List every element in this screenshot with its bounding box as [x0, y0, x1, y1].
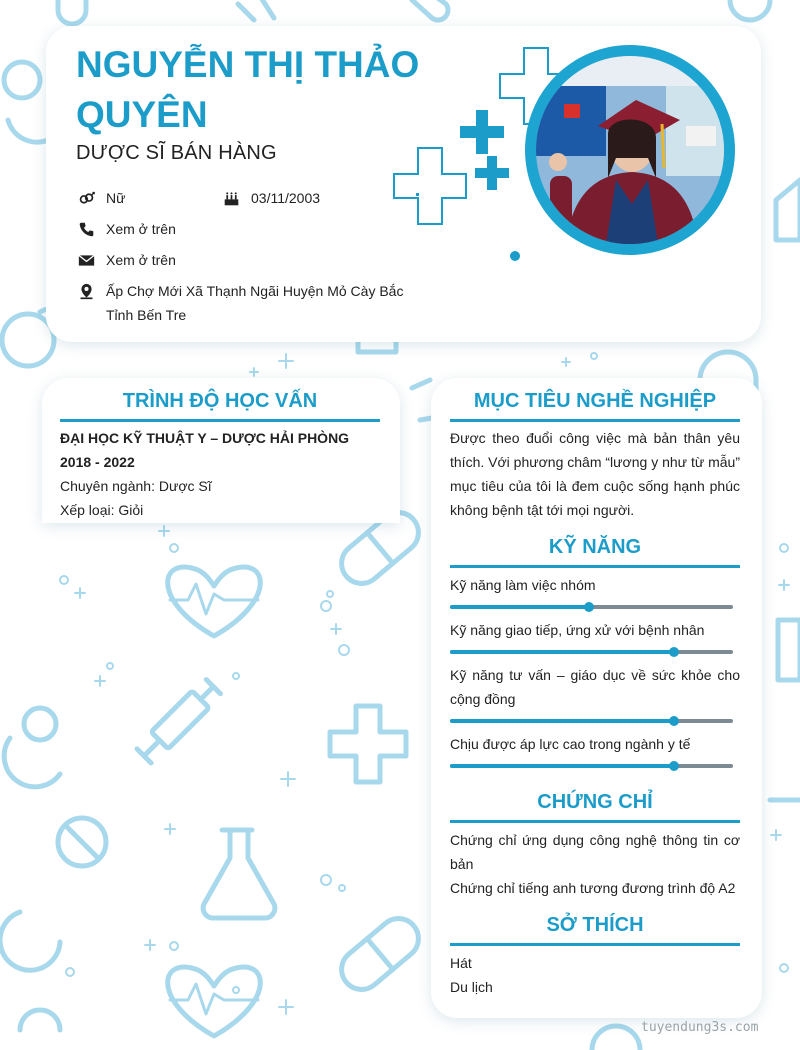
- birthday-cake-icon: [223, 190, 240, 207]
- phone-icon: [78, 221, 95, 238]
- skill-1-fill: [450, 605, 589, 609]
- avatar: [525, 45, 735, 255]
- skill-3-bar: [450, 719, 733, 723]
- skills-title: KỸ NĂNG: [450, 536, 740, 568]
- skill-1-label: Kỹ năng làm việc nhóm: [450, 577, 596, 593]
- education-rank: Xếp loại: Giỏi: [60, 502, 144, 518]
- certificate-item: Chứng chỉ tiếng anh tương đương trình độ A2: [450, 880, 736, 896]
- phone-value: Xem ở trên: [106, 221, 176, 237]
- skill-1-bar: [450, 605, 733, 609]
- skill-2-knob: [669, 647, 679, 657]
- skill-2-label: Kỹ năng giao tiếp, ứng xử với bệnh nhân: [450, 622, 705, 638]
- objective-title: MỤC TIÊU NGHỀ NGHIỆP: [450, 390, 740, 422]
- hobbies-title: SỞ THÍCH: [450, 914, 740, 946]
- avatar-photo: [536, 56, 724, 244]
- skill-2-bar: [450, 650, 733, 654]
- email-value: Xem ở trên: [106, 252, 176, 268]
- objective-text: Được theo đuổi công việc mà bản thân yêu thích. Với phương châm “lương y như từ mẫu” mục tiêu của tôi là đem cuộc sống hạnh phúc không bệnh tật tới mọi người.: [450, 430, 740, 518]
- certificates-title: CHỨNG CHỈ: [450, 791, 740, 823]
- email-info: [78, 248, 378, 272]
- education-major: Chuyên ngành: Dược Sĩ: [60, 478, 212, 494]
- birthday-info: [223, 186, 403, 210]
- skill-3-label: Kỹ năng tư vấn – giáo dục về sức khỏe cho cộng đồng: [450, 667, 740, 707]
- education-years: 2018 - 2022: [60, 454, 135, 470]
- certificate-item: Chứng chỉ ứng dụng công nghệ thông tin cơ bản: [450, 832, 740, 872]
- gender-value: Nữ: [106, 190, 126, 206]
- skill-4-fill: [450, 764, 674, 768]
- job-title: DƯỢC SĨ BÁN HÀNG: [76, 142, 277, 164]
- skill-4-bar: [450, 764, 733, 768]
- education-title: TRÌNH ĐỘ HỌC VẤN: [60, 390, 380, 422]
- skill-4-knob: [669, 761, 679, 771]
- phone-info: [78, 217, 378, 241]
- gender-icon: [78, 190, 95, 207]
- right-column-card: [431, 378, 762, 1018]
- skill-4-label: Chịu được áp lực cao trong ngành y tế: [450, 736, 691, 752]
- hobby-item: Du lịch: [450, 979, 493, 995]
- skill-1-knob: [584, 602, 594, 612]
- birthday-value: 03/11/2003: [251, 190, 321, 206]
- hobby-item: Hát: [450, 955, 472, 971]
- education-school: ĐẠI HỌC KỸ THUẬT Y – DƯỢC HẢI PHÒNG: [60, 430, 350, 446]
- education-card: [42, 378, 400, 523]
- skill-2-fill: [450, 650, 674, 654]
- watermark: tuyendung3s.com: [641, 1020, 759, 1035]
- email-icon: [78, 252, 95, 269]
- skill-3-fill: [450, 719, 674, 723]
- candidate-name: NGUYỄN THỊ THẢO QUYÊN: [76, 44, 420, 135]
- location-pin-icon: [78, 283, 95, 300]
- address-info: [78, 279, 423, 327]
- header-card: [46, 26, 761, 342]
- skill-3-knob: [669, 716, 679, 726]
- address-value: Ấp Chợ Mới Xã Thạnh Ngãi Huyện Mỏ Cày Bắc Tỉnh Bến Tre: [106, 283, 404, 323]
